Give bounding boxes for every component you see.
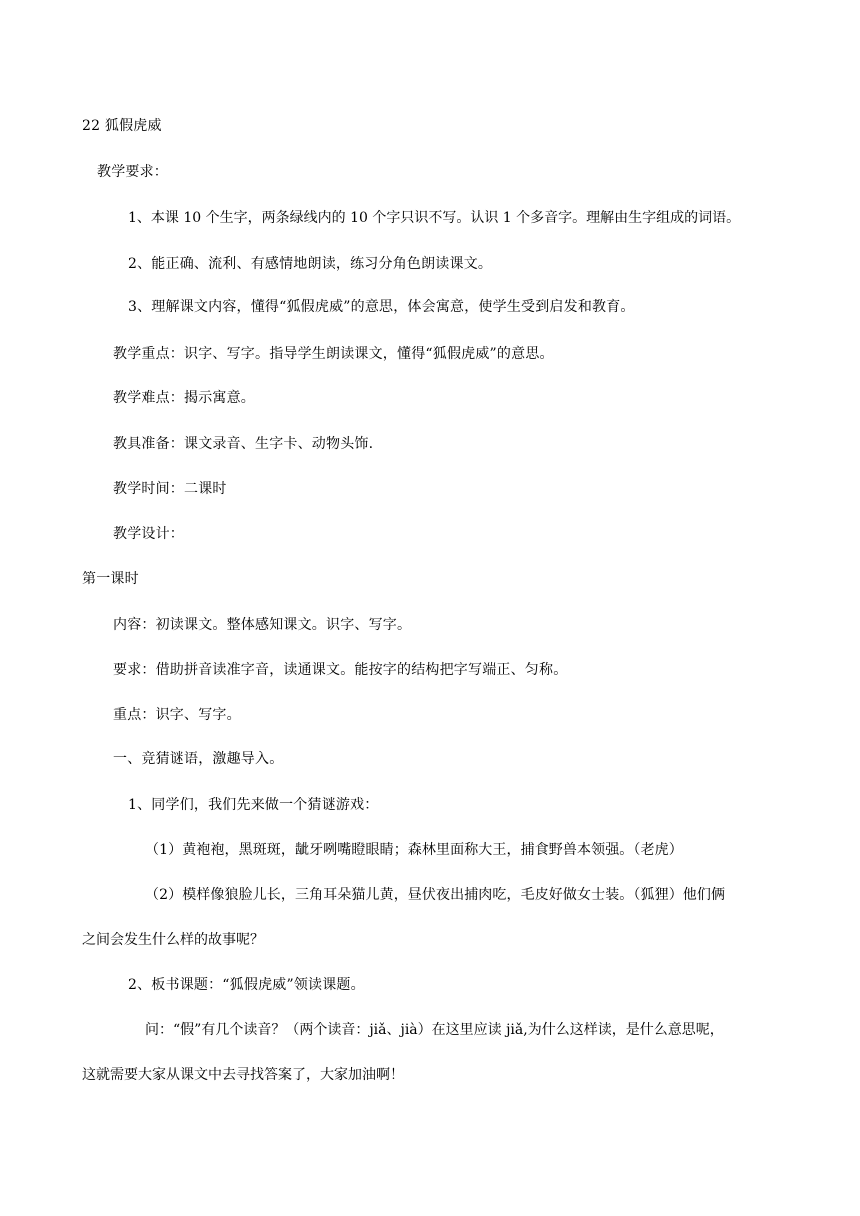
key-points: 教学重点：识字、写字。指导学生朗读课文，懂得“狐假虎威”的意思。 bbox=[113, 346, 554, 362]
teaching-design: 教学设计： bbox=[113, 526, 184, 542]
requirement-item-1: 1、本课 10 个生字，两条绿线内的 10 个字只识不写。认识 1 个多音字。理解由生字组成的词语。 bbox=[128, 210, 741, 226]
materials: 教具准备：课文录音、生字卡、动物头饰. bbox=[113, 436, 374, 452]
requirement-item-2: 2、能正确、流利、有感情地朗读，练习分角色朗读课文。 bbox=[128, 256, 493, 272]
requirement-item-3: 3、理解课文内容，懂得“狐假虎威”的意思，体会寓意，使学生受到启发和教育。 bbox=[128, 299, 635, 315]
lesson-content: 内容：初读课文。整体感知课文。识字、写字。 bbox=[113, 617, 412, 633]
riddle-one: （1）黄袍袍，黑斑斑，龇牙咧嘴瞪眼睛；森林里面称大王，捕食野兽本领强。（老虎） bbox=[145, 842, 683, 858]
step-two: 2、板书课题：“狐假虎威”领读课题。 bbox=[128, 977, 365, 993]
question-line-2: 这就需要大家从课文中去寻找答案了，大家加油啊！ bbox=[82, 1067, 404, 1083]
teaching-time: 教学时间：二课时 bbox=[113, 481, 227, 497]
difficulties: 教学难点：揭示寓意。 bbox=[113, 390, 255, 406]
question-line-1: 问：“假”有几个读音？（两个读音：jiǎ、jià）在这里应读 jiǎ,为什么这样读，是什么意思呢， bbox=[145, 1022, 724, 1038]
requirements-heading: 教学要求： bbox=[97, 164, 168, 180]
section-one-heading: 一、竞猜谜语，激趣导入。 bbox=[113, 751, 284, 767]
lesson-one-heading: 第一课时 bbox=[82, 571, 139, 587]
lesson-title: 22 狐假虎威 bbox=[82, 118, 162, 134]
riddle-two-line-2: 之间会发生什么样的故事呢？ bbox=[82, 932, 264, 948]
step-one: 1、同学们，我们先来做一个猜谜游戏： bbox=[128, 797, 379, 813]
lesson-requirement: 要求：借助拼音读准字音，读通课文。能按字的结构把字写端正、匀称。 bbox=[113, 662, 568, 678]
lesson-focus: 重点：识字、写字。 bbox=[113, 707, 241, 723]
riddle-two-line-1: （2）模样像狼脸儿长，三角耳朵猫儿黄，昼伏夜出捕肉吃，毛皮好做女士装。（狐狸）他们俩 bbox=[145, 887, 726, 903]
